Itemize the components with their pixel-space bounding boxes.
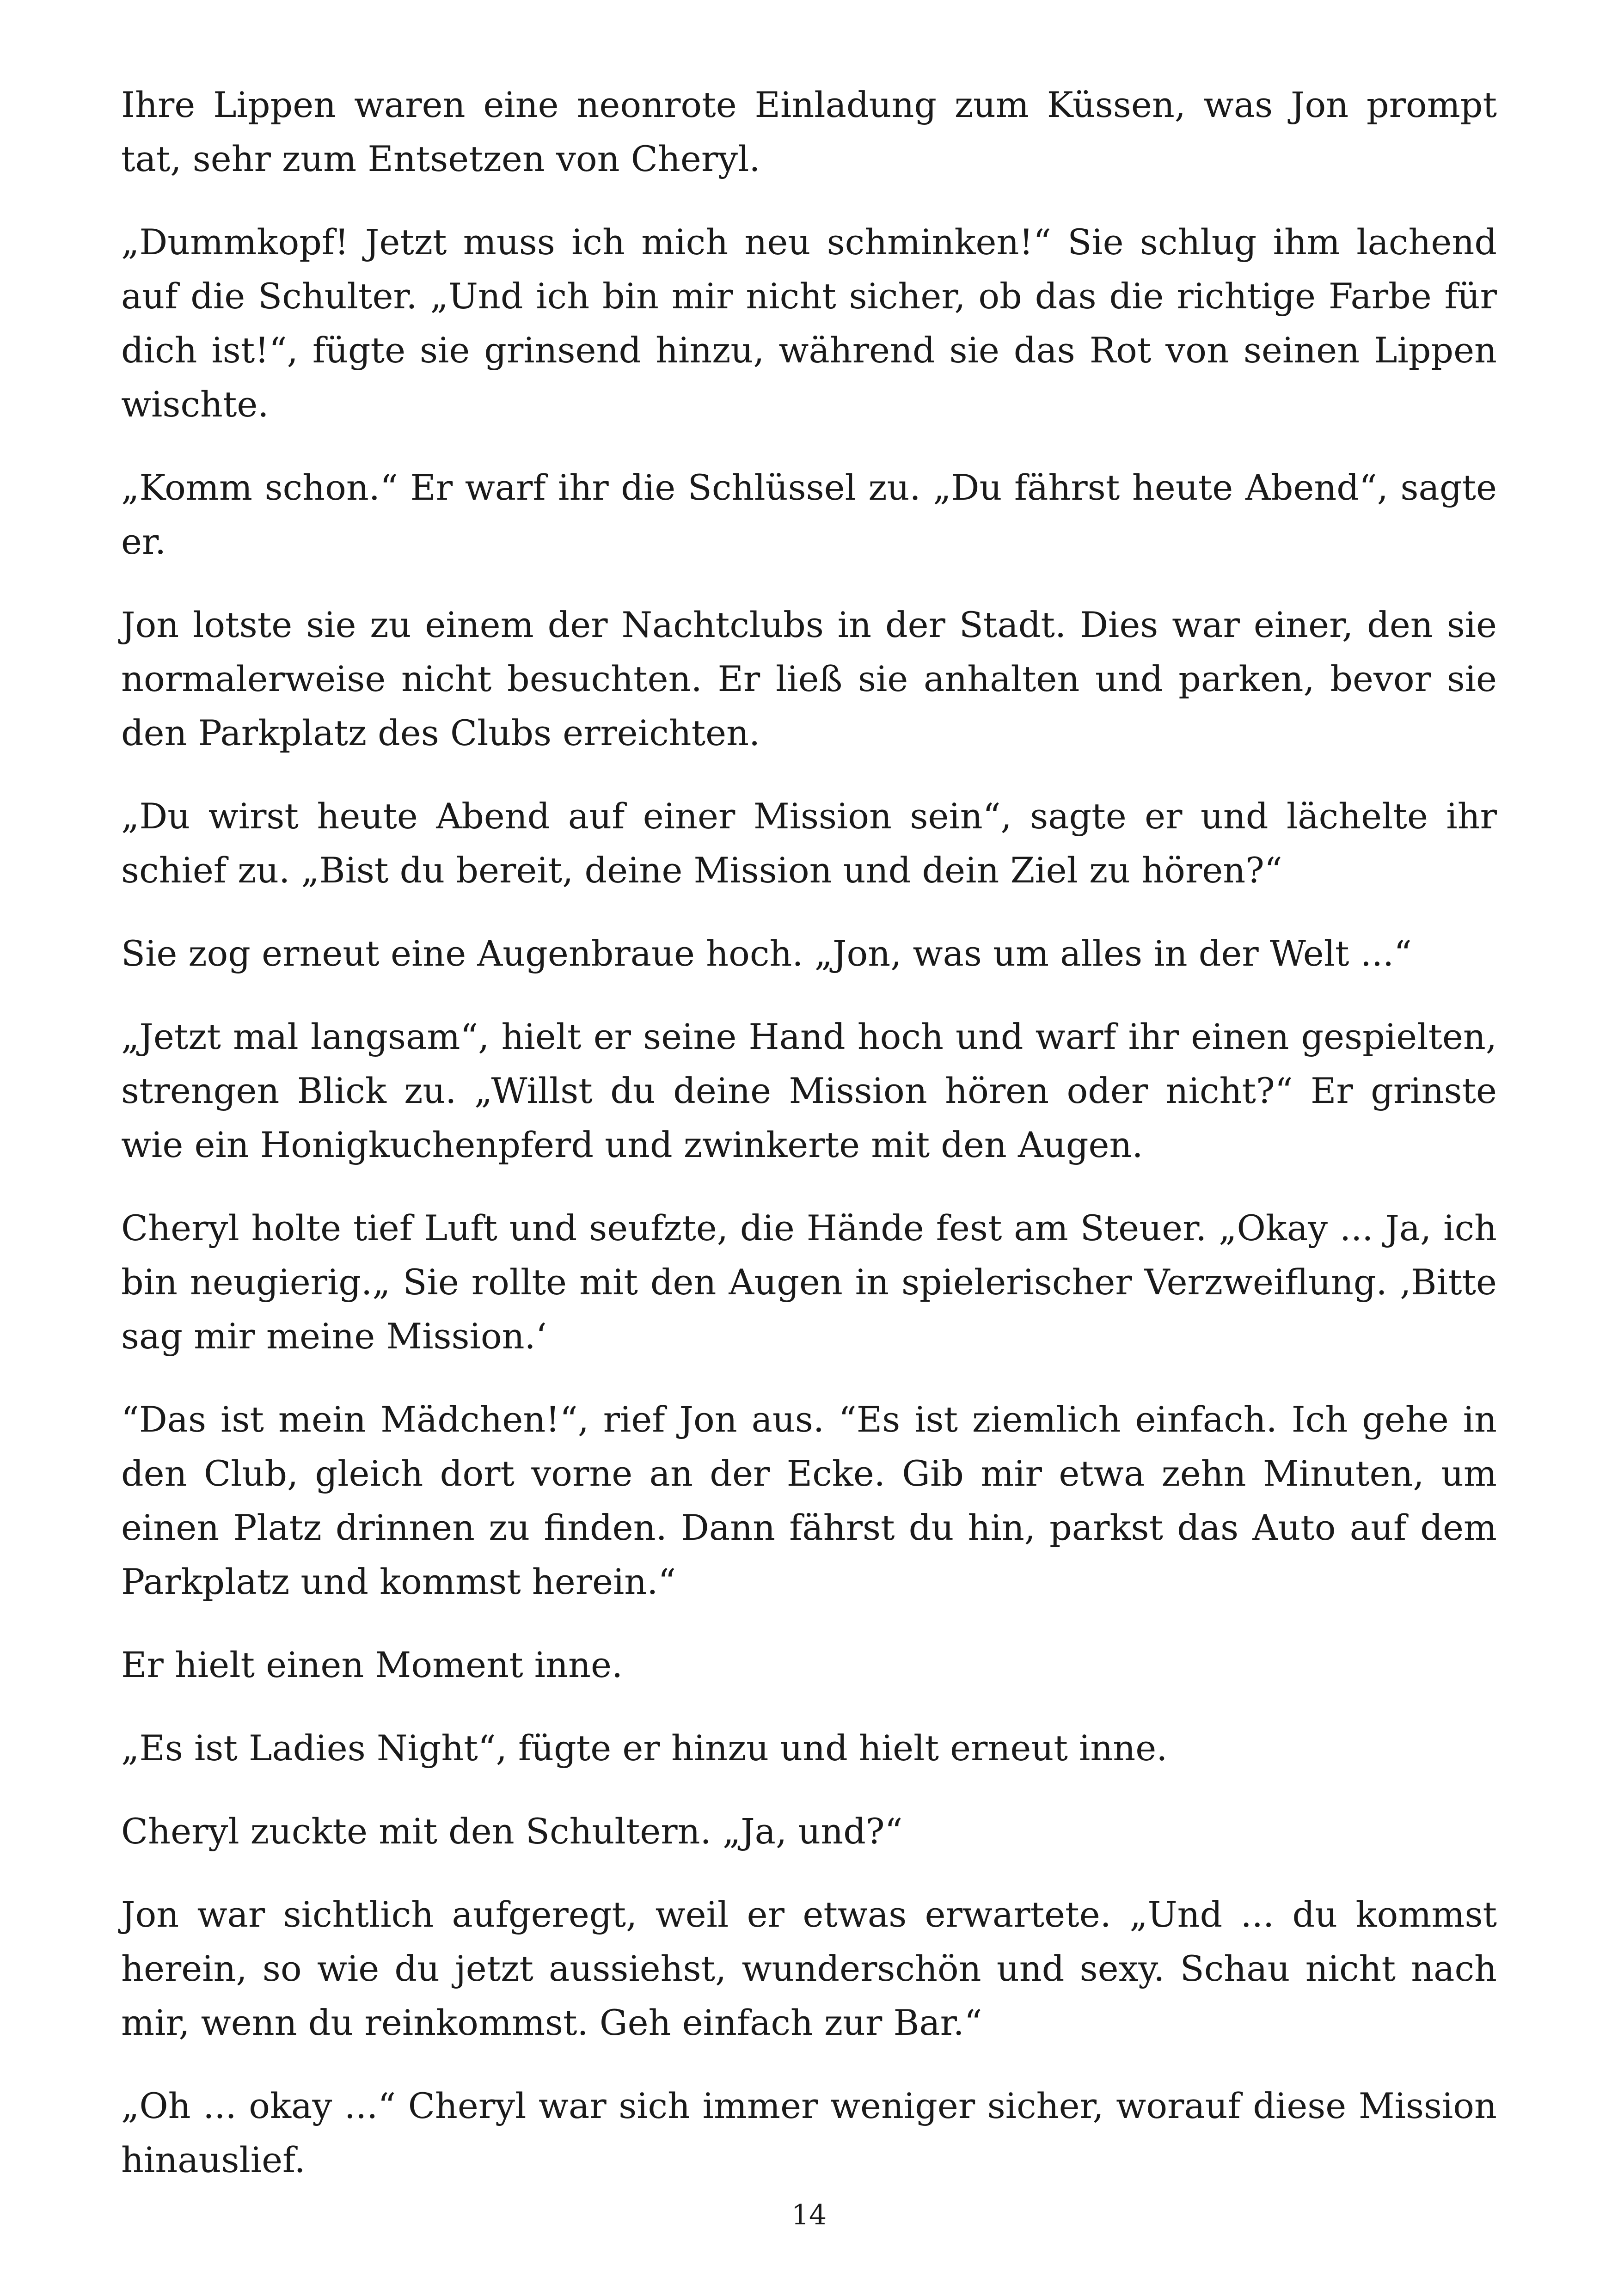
paragraph-6: Sie zog erneut eine Augenbraue hoch. „Jon, was um alles in der Welt ...“	[121, 933, 1412, 974]
paragraph-12: Cheryl zuckte mit den Schultern. „Ja, und?“	[121, 1811, 903, 1852]
paragraph-1: Ihre Lippen waren eine neonrote Einladung zum Küssen, was Jon prompt tat, sehr zum Entsetzen von Cheryl.	[121, 84, 1497, 179]
paragraph-8: Cheryl holte tief Luft und seufzte, die Hände fest am Steuer. „Okay ... Ja, ich bin neugierig.„ Sie rollte mit den Augen in spielerischer Verzweiflung. ‚Bitte sag mir meine Mission.‘	[121, 1207, 1497, 1357]
paragraph-13: Jon war sichtlich aufgeregt, weil er etwas erwartete. „Und ... du kommst herein, so wie du jetzt aussiehst, wunderschön und sexy. Schau nicht nach mir, wenn du reinkommst. Geh einfach zur Bar.“	[121, 1894, 1497, 2043]
paragraph-5: „Du wirst heute Abend auf einer Mission sein“, sagte er und lächelte ihr schief zu. „Bist du bereit, deine Mission und dein Ziel zu hören?“	[121, 796, 1497, 891]
paragraph-10: Er hielt einen Moment inne.	[121, 1644, 623, 1685]
page-number: 14	[791, 2199, 827, 2231]
paragraph-11: „Es ist Ladies Night“, fügte er hinzu und hielt erneut inne.	[121, 1727, 1168, 1769]
paragraph-14: „Oh ... okay ...“ Cheryl war sich immer weniger sicher, worauf diese Mission hinauslief.	[121, 2085, 1497, 2180]
body-text	[121, 78, 1497, 2216]
paragraph-7: „Jetzt mal langsam“, hielt er seine Hand hoch und warf ihr einen gespielten, strengen Blick zu. „Willst du deine Mission hören oder nicht?“ Er grinste wie ein Honigkuchenpferd und zwinkerte mit den Augen.	[121, 1016, 1497, 1165]
paragraph-4: Jon lotste sie zu einem der Nachtclubs in der Stadt. Dies war einer, den sie normalerweise nicht besuchten. Er ließ sie anhalten und parken, bevor sie den Parkplatz des Clubs erreichten.	[121, 604, 1497, 753]
paragraph-3: „Komm schon.“ Er warf ihr die Schlüssel zu. „Du fährst heute Abend“, sagte er.	[121, 467, 1497, 562]
paragraph-9: “Das ist mein Mädchen!“, rief Jon aus. “Es ist ziemlich einfach. Ich gehe in den Club, gleich dort vorne an der Ecke. Gib mir etwa zehn Minuten, um einen Platz drinnen zu finden. Dann fährst du hin, parkst das Auto auf dem Parkplatz und kommst herein.“	[121, 1399, 1497, 1602]
paragraph-2: „Dummkopf! Jetzt muss ich mich neu schminken!“ Sie schlug ihm lachend auf die Schulter. „Und ich bin mir nicht sicher, ob das die richtige Farbe für dich ist!“, fügte sie grinsend hinzu, während sie das Rot von seinen Lippen wischte.	[121, 221, 1497, 425]
